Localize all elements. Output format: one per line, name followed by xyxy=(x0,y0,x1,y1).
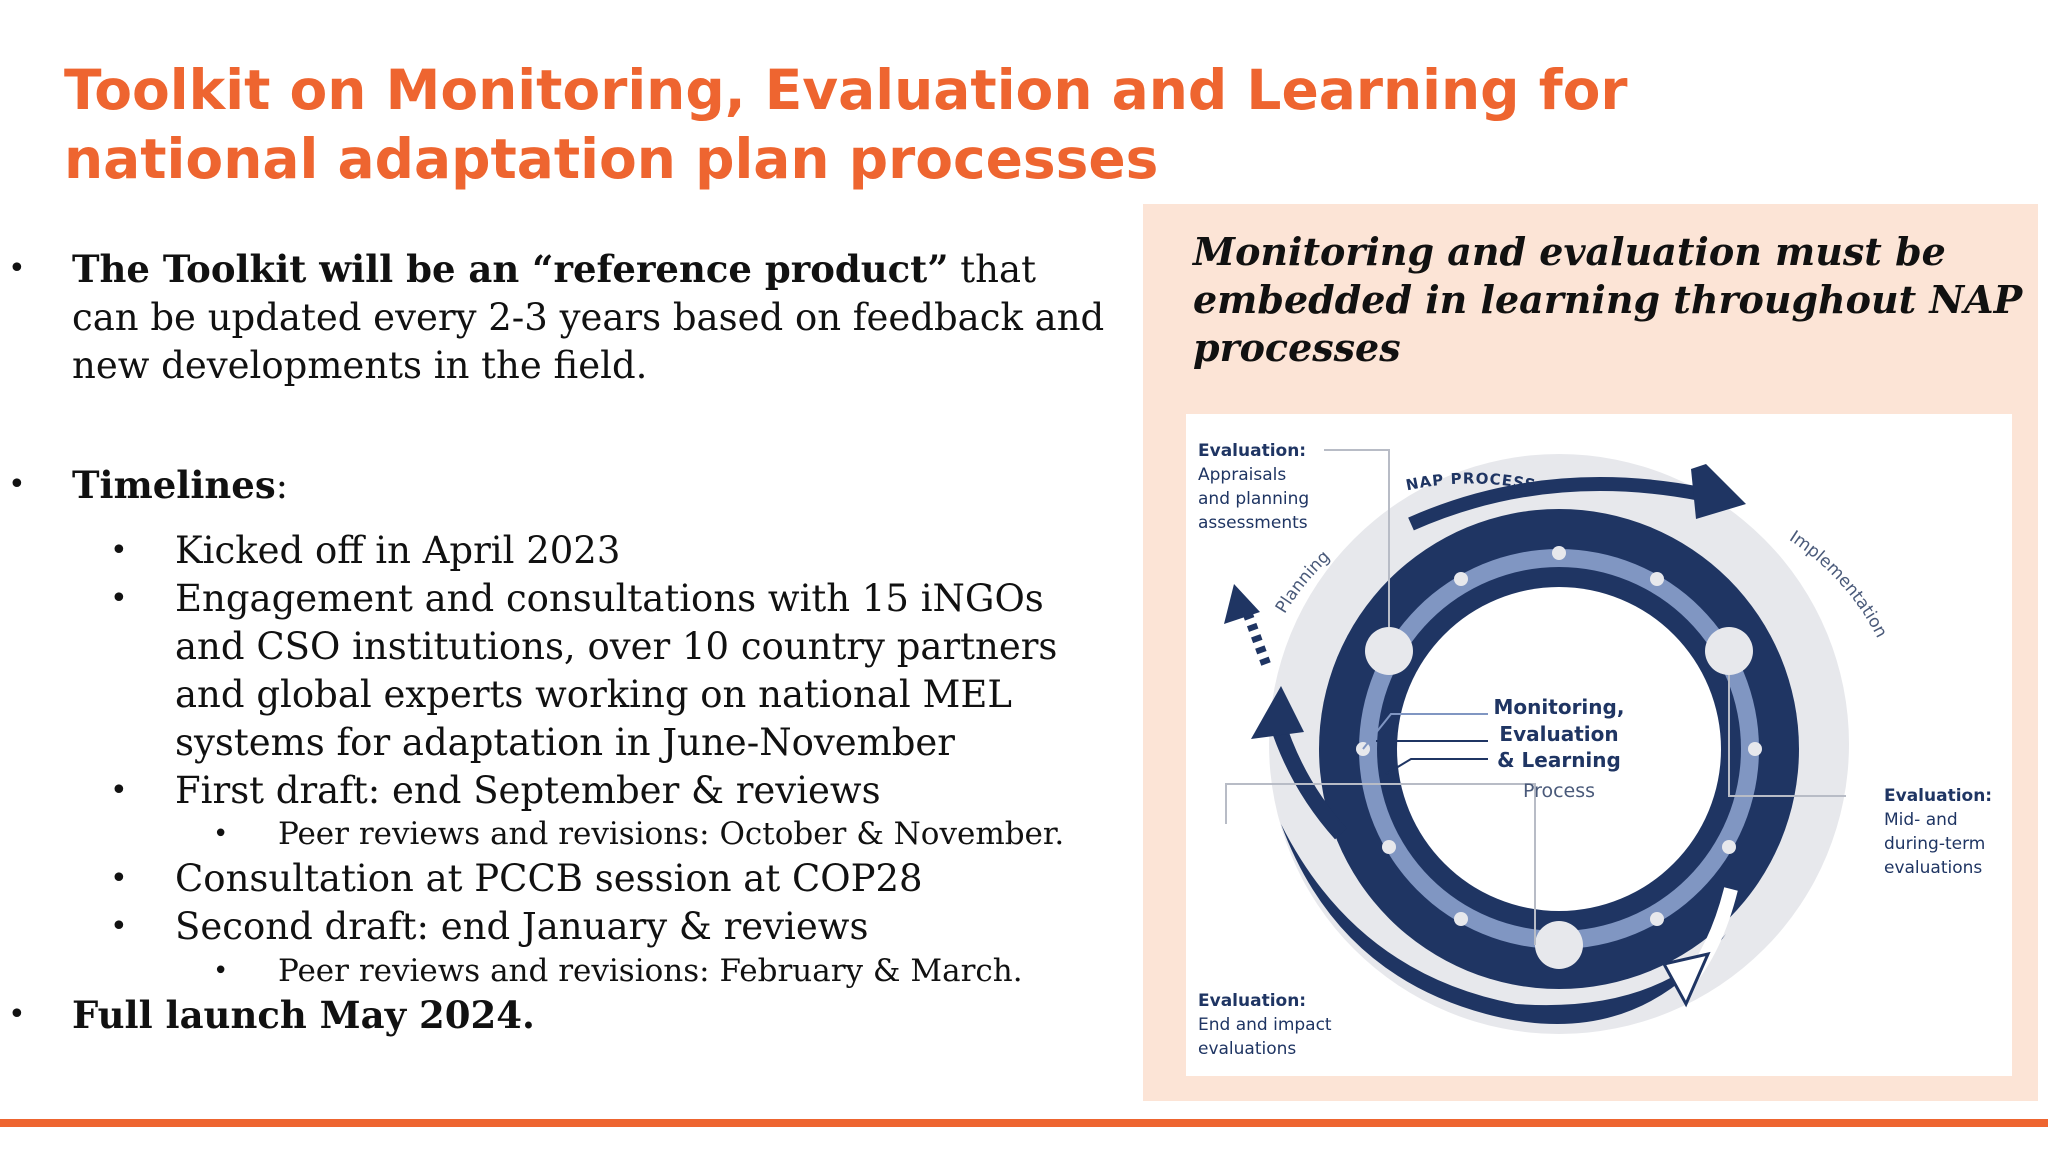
left-dotted-arrow-head-icon xyxy=(1224,584,1260,624)
track-dot xyxy=(1454,912,1468,926)
callout-implementation-line: during-term xyxy=(1884,834,1986,854)
center-evaluation-text: Evaluation xyxy=(1499,722,1619,746)
slide-title: Toolkit on Monitoring, Evaluation and Learning for national adaptation plan processes xyxy=(64,58,1628,191)
bullet-marker: • xyxy=(110,773,128,808)
callout-end-heading: Evaluation: xyxy=(1198,991,1307,1011)
callout-implementation-heading: Evaluation: xyxy=(1884,786,1993,806)
bullet-text: : xyxy=(275,464,289,507)
bullet-marker: • xyxy=(110,581,128,616)
callout-planning-heading: Evaluation: xyxy=(1198,441,1307,461)
bullet-bold-text: Full launch May 2024. xyxy=(72,993,535,1037)
left-dotted-arrow-icon xyxy=(1246,609,1266,664)
bullet-marker: • xyxy=(8,251,26,286)
footer-divider xyxy=(0,1119,2048,1127)
bullet-marker: • xyxy=(110,861,128,896)
bullet-marker: • xyxy=(8,997,26,1032)
top-arrow-head-icon xyxy=(1691,464,1746,519)
callout-implementation-line: Mid- and xyxy=(1884,810,1958,830)
bullet-marker: • xyxy=(110,533,128,568)
bullet-marker: • xyxy=(110,909,128,944)
callout-planning-line: Appraisals xyxy=(1198,465,1287,485)
track-dot xyxy=(1650,912,1664,926)
planning-label: Planning xyxy=(1271,546,1335,617)
evaluation-node-implementation xyxy=(1705,627,1753,675)
track-dot xyxy=(1552,546,1566,560)
mel-cycle-svg xyxy=(1186,414,2012,1076)
callout-end-line: End and impact xyxy=(1198,1015,1332,1035)
bullet-marker: • xyxy=(213,819,229,849)
evaluation-node-end xyxy=(1535,921,1583,969)
track-dot xyxy=(1650,572,1664,586)
nap-process-label: NAP PROCESS xyxy=(1404,469,1538,495)
bullet-text: that can be updated every 2-3 years based on feedback and new developments in the field. xyxy=(72,248,1105,387)
mel-cycle-diagram xyxy=(1186,414,2012,1076)
center-learning-text: & Learning xyxy=(1497,748,1621,772)
bullet-bold-text: Timelines xyxy=(72,463,276,507)
track-dot xyxy=(1454,572,1468,586)
callout-planning-line: and planning xyxy=(1198,489,1310,509)
callout-end-line: evaluations xyxy=(1198,1039,1297,1059)
bullet-bold-text: The Toolkit will be an “reference product” xyxy=(72,247,949,291)
diagram-panel xyxy=(1143,204,2038,1101)
track-dot xyxy=(1748,742,1762,756)
center-process-text: Process xyxy=(1522,780,1596,802)
callout-planning-line: assessments xyxy=(1198,513,1308,533)
track-dot xyxy=(1722,840,1736,854)
callout-implementation-line: evaluations xyxy=(1884,858,1983,878)
bullet-marker: • xyxy=(213,956,229,986)
panel-title: Monitoring and evaluation must be embedded in learning throughout NAP processes xyxy=(1193,229,2023,370)
bullet-marker: • xyxy=(8,467,26,502)
track-dot xyxy=(1382,840,1396,854)
center-monitoring-text: Monitoring, xyxy=(1493,695,1625,719)
evaluation-node-planning xyxy=(1365,627,1413,675)
implementation-label: Implementation xyxy=(1785,526,1892,642)
